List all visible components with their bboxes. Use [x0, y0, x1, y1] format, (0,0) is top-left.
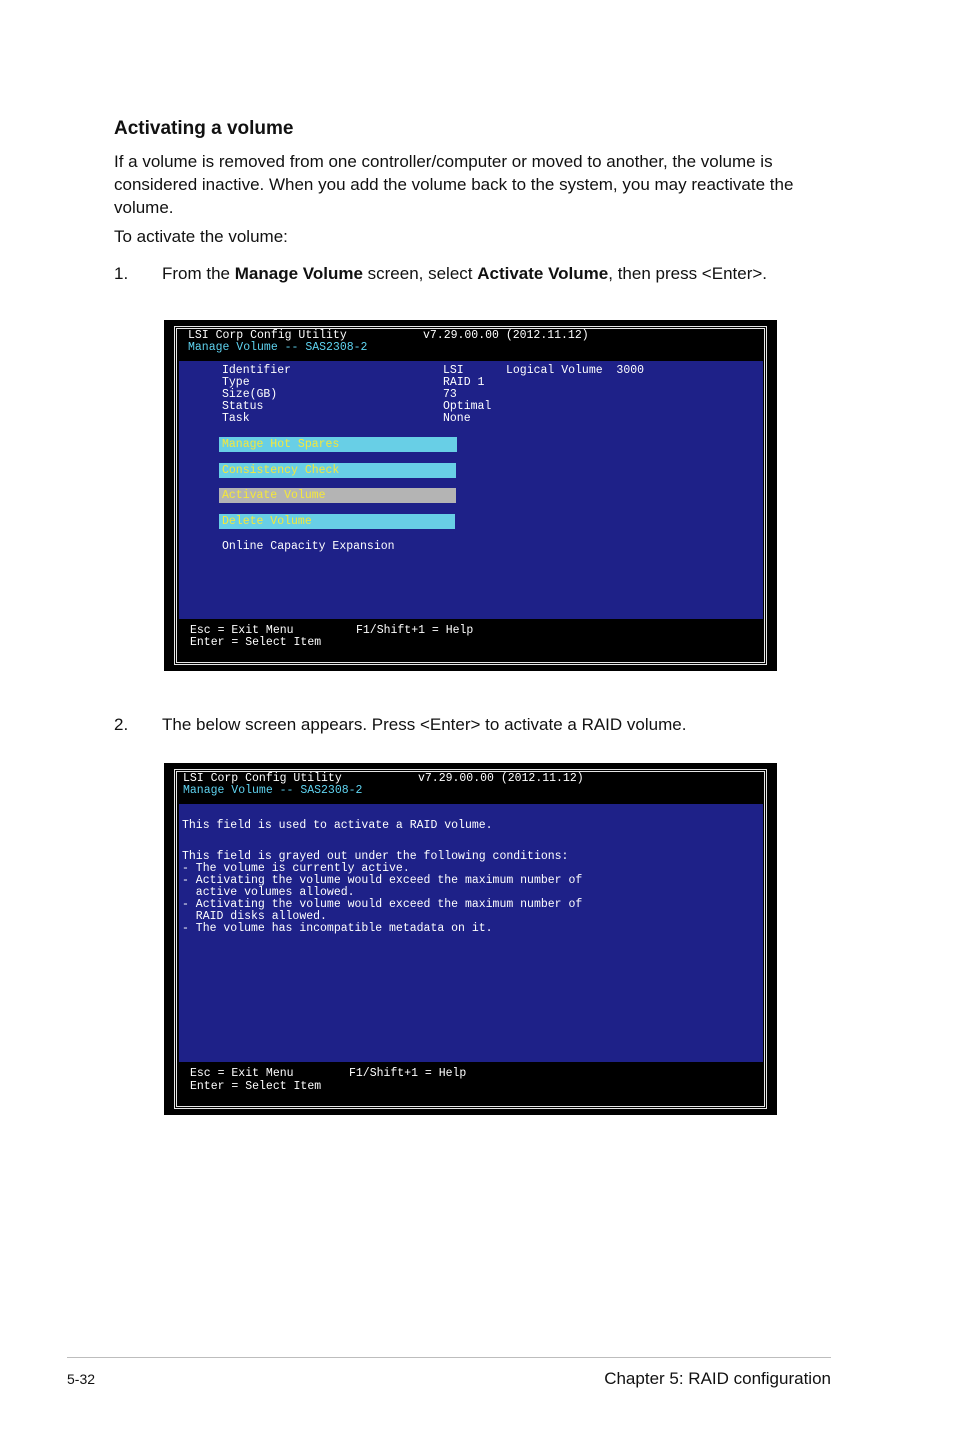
footer-esc: Esc = Exit Menu	[190, 1067, 294, 1080]
field-extra-logical-volume: Logical Volume 3000	[506, 364, 645, 377]
help-line-7: - Activating the volume would exceed the maximum number of	[182, 898, 583, 911]
header-subtitle: Manage Volume -- SAS2308-2	[183, 784, 363, 797]
step-1	[0, 264, 954, 286]
step-1-text: From the Manage Volume screen, select Activate Volume, then press <Enter>.	[162, 264, 768, 283]
menu-consistency-check[interactable]: Consistency Check	[219, 463, 456, 478]
field-value-identifier: LSI	[443, 364, 464, 377]
help-line-8: RAID disks allowed.	[182, 910, 327, 923]
field-label-task: Task	[222, 412, 250, 425]
menu-delete-volume[interactable]: Delete Volume	[219, 514, 455, 529]
activate-volume-bold: Activate Volume	[477, 264, 609, 283]
help-line-3: This field is grayed out under the following conditions:	[182, 850, 569, 863]
header-version: v7.29.00.00 (2012.11.12)	[418, 772, 584, 785]
footer-help: F1/Shift+1 = Help	[356, 624, 474, 637]
footer-enter: Enter = Select Item	[190, 636, 322, 649]
field-label-type: Type	[222, 376, 250, 389]
step-2-number: 2.	[114, 715, 129, 734]
field-label-identifier: Identifier	[222, 364, 292, 377]
footer-esc: Esc = Exit Menu	[190, 624, 294, 637]
header-version: v7.29.00.00 (2012.11.12)	[423, 329, 589, 342]
footer-rule	[67, 1357, 831, 1358]
field-value-status: Optimal	[443, 400, 492, 413]
intro-paragraph: If a volume is removed from one controller/computer or moved to another, the volume is considered inactive. When you add the volume back to the system, you may reactivate the volume.	[114, 152, 794, 217]
main-panel	[179, 361, 763, 619]
menu-activate-volume[interactable]: Activate Volume	[219, 488, 456, 503]
page-number: 5-32	[67, 1371, 96, 1387]
menu-online-capacity-expansion[interactable]: Online Capacity Expansion	[222, 540, 395, 553]
manage-volume-bold: Manage Volume	[234, 264, 363, 283]
to-activate-text: To activate the volume:	[114, 227, 288, 246]
bios-screen-manage-volume	[164, 320, 777, 671]
help-line-4: - The volume is currently active.	[182, 862, 410, 875]
section-title: Activating a volume	[114, 118, 294, 139]
field-value-size: 73	[443, 388, 457, 401]
help-line-5: - Activating the volume would exceed the maximum number of	[182, 874, 583, 887]
field-value-task: None	[443, 412, 471, 425]
step-2-text: The below screen appears. Press <Enter> to activate a RAID volume.	[162, 715, 687, 734]
step-2	[0, 715, 954, 737]
header-title: LSI Corp Config Utility	[188, 329, 347, 342]
step-1-number: 1.	[114, 264, 129, 283]
help-panel	[179, 804, 763, 1062]
header-subtitle: Manage Volume -- SAS2308-2	[188, 341, 368, 354]
help-line-9: - The volume has incompatible metadata on it.	[182, 922, 493, 935]
footer-enter: Enter = Select Item	[190, 1080, 322, 1093]
help-line-1: This field is used to activate a RAID volume.	[182, 819, 493, 832]
menu-manage-hot-spares[interactable]: Manage Hot Spares	[219, 437, 457, 452]
field-value-type: RAID 1	[443, 376, 485, 389]
chapter-title: Chapter 5: RAID configuration	[604, 1369, 831, 1388]
help-line-6: active volumes allowed.	[182, 886, 355, 899]
field-label-size: Size(GB)	[222, 388, 278, 401]
header-title: LSI Corp Config Utility	[183, 772, 342, 785]
footer-help: F1/Shift+1 = Help	[349, 1067, 467, 1080]
bios-screen-activate-help	[164, 763, 777, 1115]
field-label-status: Status	[222, 400, 264, 413]
